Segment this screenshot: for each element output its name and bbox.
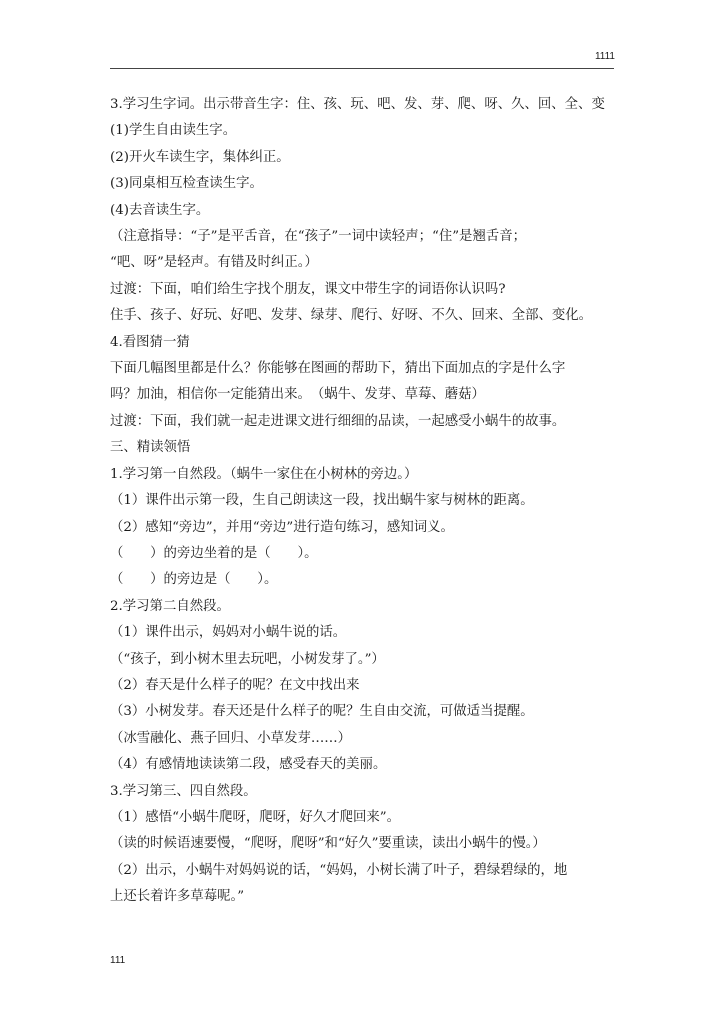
text-line: （2）春天是什么样子的呢？在文中找出来 — [110, 677, 360, 693]
text-line: （1）课件出示第一段，生自己朗读这一段，找出蜗牛家与树林的距离。 — [110, 493, 534, 509]
text-line: （冰雪融化、燕子回归、小草发芽……） — [110, 730, 352, 746]
footer-page-number: 111 — [110, 955, 126, 966]
text-line: 吗？加油，相信你一定能猜出来。 （蜗牛、发芽、草莓、蘑菇） — [110, 387, 485, 403]
document-body — [110, 92, 616, 911]
text-line: 2.学习第二自然段。 — [110, 598, 230, 614]
text-line: 过渡：下面，我们就一起走进课文进行细细的品读，一起感受小蜗牛的故事。 — [110, 413, 566, 429]
text-line: 4.看图猜一猜 — [110, 334, 190, 350]
text-line: （ ）的旁边是（ ）。 — [110, 572, 278, 588]
text-line: 1.学习第一自然段。（蜗牛一家住在小树林的旁边。） — [110, 466, 418, 482]
text-line: 上还长着许多草莓呢。” — [110, 889, 245, 905]
text-line: 3.学习生字词。出示带音生字：住、孩、玩、吧、发、芽、爬、呀、久、回、全、变 — [110, 97, 605, 112]
text-line: （ ）的旁边坐着的是（ ）。 — [110, 545, 318, 561]
text-line: （4）有感情地读读第二段，感受春天的美丽。 — [110, 757, 387, 773]
text-line: 3.学习第三、四自然段。 — [110, 783, 257, 799]
text-line: (3)同桌相互检查读生字。 — [110, 176, 263, 192]
text-line: （“孩子，到小树木里去玩吧，小树发芽了。”） — [110, 651, 385, 667]
text-line: 下面几幅图里都是什么？你能够在图画的帮助下，猜出下面加点的字是什么字 — [110, 361, 566, 377]
section-heading: 三、精读领悟 — [110, 440, 191, 456]
header-page-number: 1111 — [594, 51, 615, 62]
text-line: (1)学生自由读生字。 — [110, 123, 237, 139]
text-line: “吧、呀”是轻声。有错及时纠正。） — [110, 255, 318, 271]
text-line: 住手、孩子、好玩、好吧、发芽、绿芽、爬行、好呀、不久、回来、全部、变化。 — [110, 308, 593, 324]
text-line: （读的时候语速要慢，“爬呀，爬呀”和“好久”要重读，读出小蜗牛的慢。） — [110, 836, 546, 852]
text-line: （2）出示，小蜗牛对妈妈说的话，“妈妈，小树长满了叶子，碧绿碧绿的，地 — [110, 862, 568, 878]
text-line: 过渡：下面，咱们给生字找个朋友，课文中带生字的词语你认识吗? — [110, 281, 506, 297]
text-line: （1）感悟“小蜗牛爬呀，爬呀，好久才爬回来”。 — [110, 809, 401, 825]
text-line: （注意指导：“子”是平舌音，在“孩子”一词中读轻声；“住”是翘舌音； — [110, 229, 527, 245]
text-line: （3）小树发芽。春天还是什么样子的呢？生自由交流，可做适当提醒。 — [110, 704, 534, 720]
header-rule — [110, 68, 614, 69]
text-line: (2)开火车读生字，集体纠正。 — [110, 149, 290, 165]
text-line: （2）感知“旁边”，并用“旁边”进行造句练习，感知词义。 — [110, 519, 454, 535]
text-line: （1）课件出示，妈妈对小蜗牛说的话。 — [110, 625, 347, 641]
text-line: (4)去音读生字。 — [110, 202, 210, 218]
